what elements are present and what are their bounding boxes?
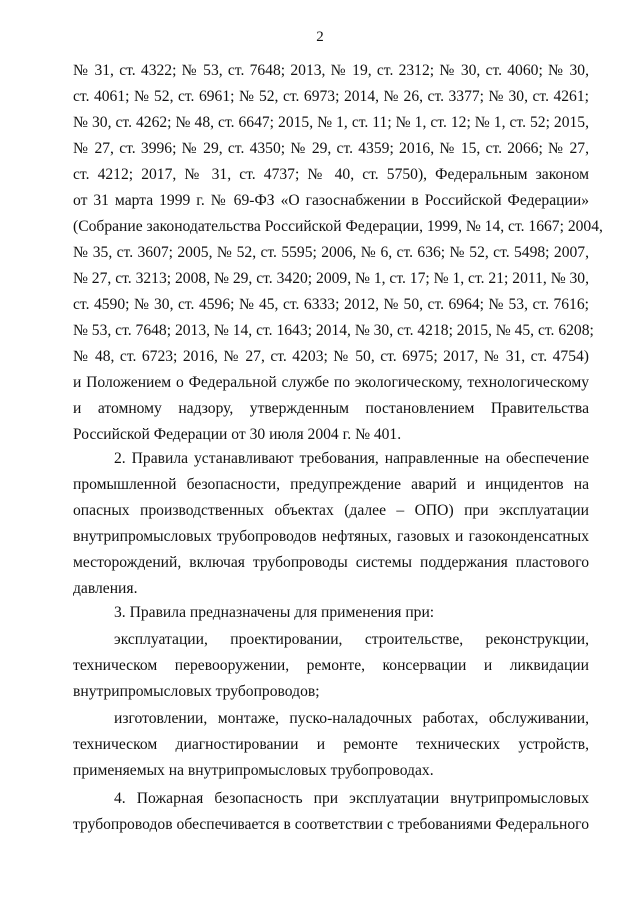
text-line: техническом диагностировании и ремонте технических устройств, [73,736,589,753]
text-line: 4. Пожарная безопасность при эксплуатации внутрипромысловых [114,790,589,807]
paragraph-item-2 [73,446,589,602]
text-line: Российской Федерации от 30 июля 2004 г. № 401. [73,426,402,443]
text-line: 2. Правила устанавливают требования, направленные на обеспечение [114,450,589,467]
text-line: опасных производственных объектах (далее – ОПО) при эксплуатации [73,502,589,519]
text-line: ст. 4061; № 52, ст. 6961; № 52, ст. 6973; 2014, № 26, ст. 3377; № 30, ст. 4261; [73,88,589,105]
paragraph-item-3 [73,600,589,626]
text-line: применяемых на внутрипромысловых трубопроводах. [73,762,434,779]
text-line: № 27, ст. 3996; № 29, ст. 4350; № 29, ст. 4359; 2016, № 15, ст. 2066; № 27, [73,140,589,157]
text-line: давления. [73,580,138,597]
text-line: № 31, ст. 4322; № 53, ст. 7648; 2013, № 19, ст. 2312; № 30, ст. 4060; № 30, [73,62,589,79]
text-line: изготовлении, монтаже, пуско-наладочных работах, обслуживании, [114,710,589,727]
text-line: от 31 марта 1999 г. № 69-ФЗ «О газоснабжении в Российской Федерации» [73,192,589,209]
paragraph-item-3-b [73,706,589,784]
paragraph-item-4 [73,786,589,838]
text-line: эксплуатации, проектировании, строительстве, реконструкции, [114,631,589,648]
page-number: 2 [316,29,324,45]
text-line: ст. 4212; 2017, № 31, ст. 4737; № 40, ст. 5750), Федеральным законом [73,166,589,183]
text-line: внутрипромысловых трубопроводов; [73,683,320,700]
paragraph-item-3-a [73,627,589,705]
text-line: ст. 4590; № 30, ст. 4596; № 45, ст. 6333; 2012, № 50, ст. 6964; № 53, ст. 7616; [73,296,589,313]
text-line: № 48, ст. 6723; 2016, № 27, ст. 4203; № 50, ст. 6975; 2017, № 31, ст. 4754) [73,348,589,365]
text-line: № 53, ст. 7648; 2013, № 14, ст. 1643; 2014, № 30, ст. 4218; 2015, № 45, ст. 6208; [73,322,594,339]
text-line: (Собрание законодательства Российской Федерации, 1999, № 14, ст. 1667; 2004, [73,218,603,235]
text-line: и атомному надзору, утвержденным постановлением Правительства [73,400,589,417]
text-line: внутрипромысловых трубопроводов нефтяных, газовых и газоконденсатных [73,528,589,545]
text-line: техническом перевооружении, ремонте, консервации и ликвидации [73,657,589,674]
text-line: № 30, ст. 4262; № 48, ст. 6647; 2015, № 1, ст. 11; № 1, ст. 12; № 1, ст. 52; 2015, [73,114,589,131]
text-line: и Положением о Федеральной службе по экологическому, технологическому [73,374,589,391]
text-line: месторождений, включая трубопроводы системы поддержания пластового [73,554,589,571]
text-line: № 27, ст. 3213; 2008, № 29, ст. 3420; 2009, № 1, ст. 17; № 1, ст. 21; 2011, № 30, [73,270,589,287]
text-line: 3. Правила предназначены для применения при: [114,604,435,621]
text-line: № 35, ст. 3607; 2005, № 52, ст. 5595; 2006, № 6, ст. 636; № 52, ст. 5498; 2007, [73,244,589,261]
text-line: трубопроводов обеспечивается в соответствии с требованиями Федерального [73,816,589,833]
text-line: промышленной безопасности, предупреждение аварий и инцидентов на [73,476,589,493]
paragraph-intro-continuation [73,58,603,448]
